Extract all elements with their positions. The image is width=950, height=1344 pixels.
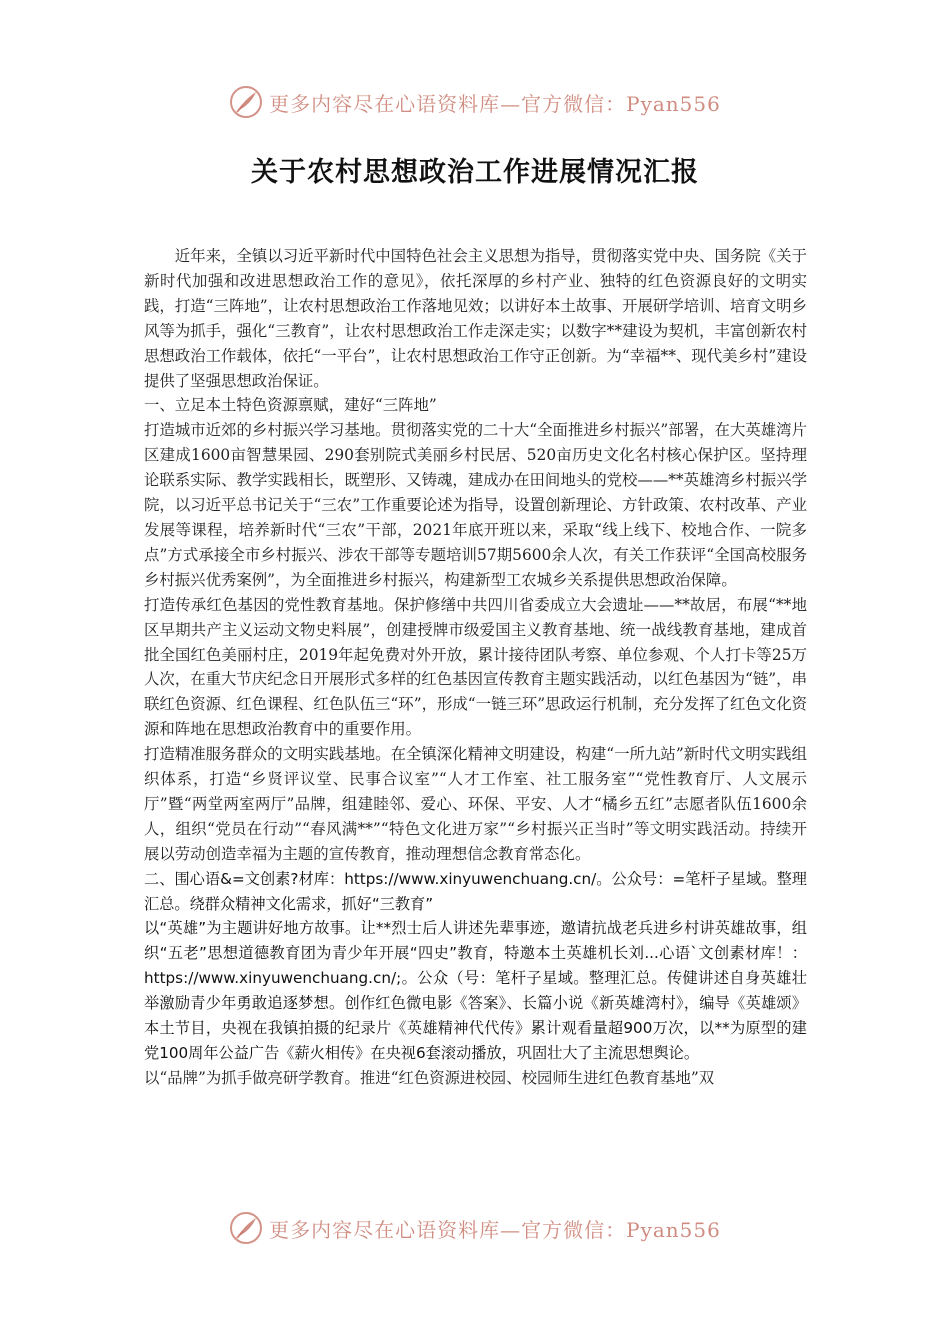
paragraph-rural-revitalization-base: 打造城市近郊的乡村振兴学习基地。贯彻落实党的二十大“全面推进乡村振兴”部署，在大英雄湾片区建成1600亩智慧果园、290套别院式美丽乡村民居、520亩历史文化名村核心保护区。坚持理论联系实际、教学实践相长，既塑形、又铸魂，建成办在田间地头的党校——**英雄湾乡村振兴学院，以习近平总书记关于“三农”工作重要论述为指导，设置创新理论、方针政策、农村改革、产业发展等课程，培养新时代“三农”干部，2021年底开班以来，采取“线上线下、校地合作、一院多点”方式承接全市乡村振兴、涉农干部等专题培训57期5600余人次，有关工作获评“全国高校服务乡村振兴优秀案例”，为全面推进乡村振兴，构建新型工农城乡关系提供思想政治保障。 (144, 421, 807, 589)
paragraph-brand-education: 以“品牌”为抓手做亮研学教育。推进“红色资源进校园、校园师生进红色教育基地”双 (144, 1068, 715, 1087)
document-body (144, 244, 807, 1091)
watermark-text-bottom: 更多内容尽在心语资料库—官方微信：Pyan556 (269, 1217, 721, 1242)
watermark-banner-bottom (0, 1208, 950, 1248)
section-heading-1: 一、立足本土特色资源禀赋，建好“三阵地” (144, 396, 437, 415)
quill-logo-icon (229, 85, 263, 119)
document-title: 关于农村思想政治工作进展情况汇报 (251, 157, 699, 188)
section-heading-2: 二、围心语&=文创素?材库：https://www.xinyuwenchuang.cn/。公众号：=笔杆子星域。整理汇总。绕群众精神文化需求，抓好“三教育” (144, 869, 807, 913)
quill-logo-icon (229, 1211, 263, 1245)
watermark-text-top: 更多内容尽在心语资料库—官方微信：Pyan556 (269, 91, 721, 116)
watermark-banner-top (0, 82, 950, 122)
paragraph-civilization-practice-base: 打造精准服务群众的文明实践基地。在全镇深化精神文明建设，构建“一所九站”新时代文明实践组织体系，打造“乡贤评议堂、民事合议室”“人才工作室、社工服务室”“党性教育厅、人文展示厅”暨“两堂两室两厅”品牌，组建睦邻、爱心、环保、平安、人才“橘乡五红”志愿者队伍1600余人，组织“党员在行动”“春风满**”“特色文化进万家”“乡村振兴正当时”等文明实践活动。持续开展以劳动创造幸福为主题的宣传教育，推动理想信念教育常态化。 (144, 745, 807, 863)
paragraph-hero-stories: 以“英雄”为主题讲好地方故事。让**烈士后人讲述先辈事迹，邀请抗战老兵进乡村讲英雄故事，组织“五老”思想道德教育团为青少年开展“四史”教育，特邀本土英雄机长刘...心语`文创素材库！：https://www.xinyuwenchuang.cn/;。公众（号：笔杆子星域。整理汇总。传健讲述自身英雄壮举激励青少年勇敢追逐梦想。创作红色微电影《答案》、长篇小说《新英雄湾村》，编导《英雄颂》本土节目，央视在我镇拍摄的纪录片《英雄精神代代传》累计观看量超900万次，以**为原型的建党100周年公益广告《薪火相传》在央视6套滚动播放，巩固壮大了主流思想舆论。 (144, 919, 807, 1062)
paragraph-red-gene-base: 打造传承红色基因的党性教育基地。保护修缮中共四川省委成立大会遗址——**故居，布展“**地区早期共产主义运动文物史料展”，创建授牌市级爱国主义教育基地、统一战线教育基地，建成首批全国红色美丽村庄，2019年起免费对外开放，累计接待团队考察、单位参观、个人打卡等25万人次，在重大节庆纪念日开展形式多样的红色基因宣传教育主题实践活动，以红色基因为“链”，串联红色资源、红色课程、红色队伍三“环”，形成“一链三环”思政运行机制，充分发挥了红色文化资源和阵地在思想政治教育中的重要作用。 (144, 595, 807, 739)
paragraph-intro: 近年来，全镇以习近平新时代中国特色社会主义思想为指导，贯彻落实党中央、国务院《关于新时代加强和改进思想政治工作的意见》，依托深厚的乡村产业、独特的红色资源良好的文明实践，打造“三阵地”，让农村思想政治工作落地见效；以讲好本土故事、开展研学培训、培育文明乡风等为抓手，强化“三教育”，让农村思想政治工作走深走实；以数字**建设为契机，丰富创新农村思想政治工作载体，依托“一平台”，让农村思想政治工作守正创新。为“幸福**、现代美乡村”建设提供了坚强思想政治保证。 (144, 247, 807, 390)
